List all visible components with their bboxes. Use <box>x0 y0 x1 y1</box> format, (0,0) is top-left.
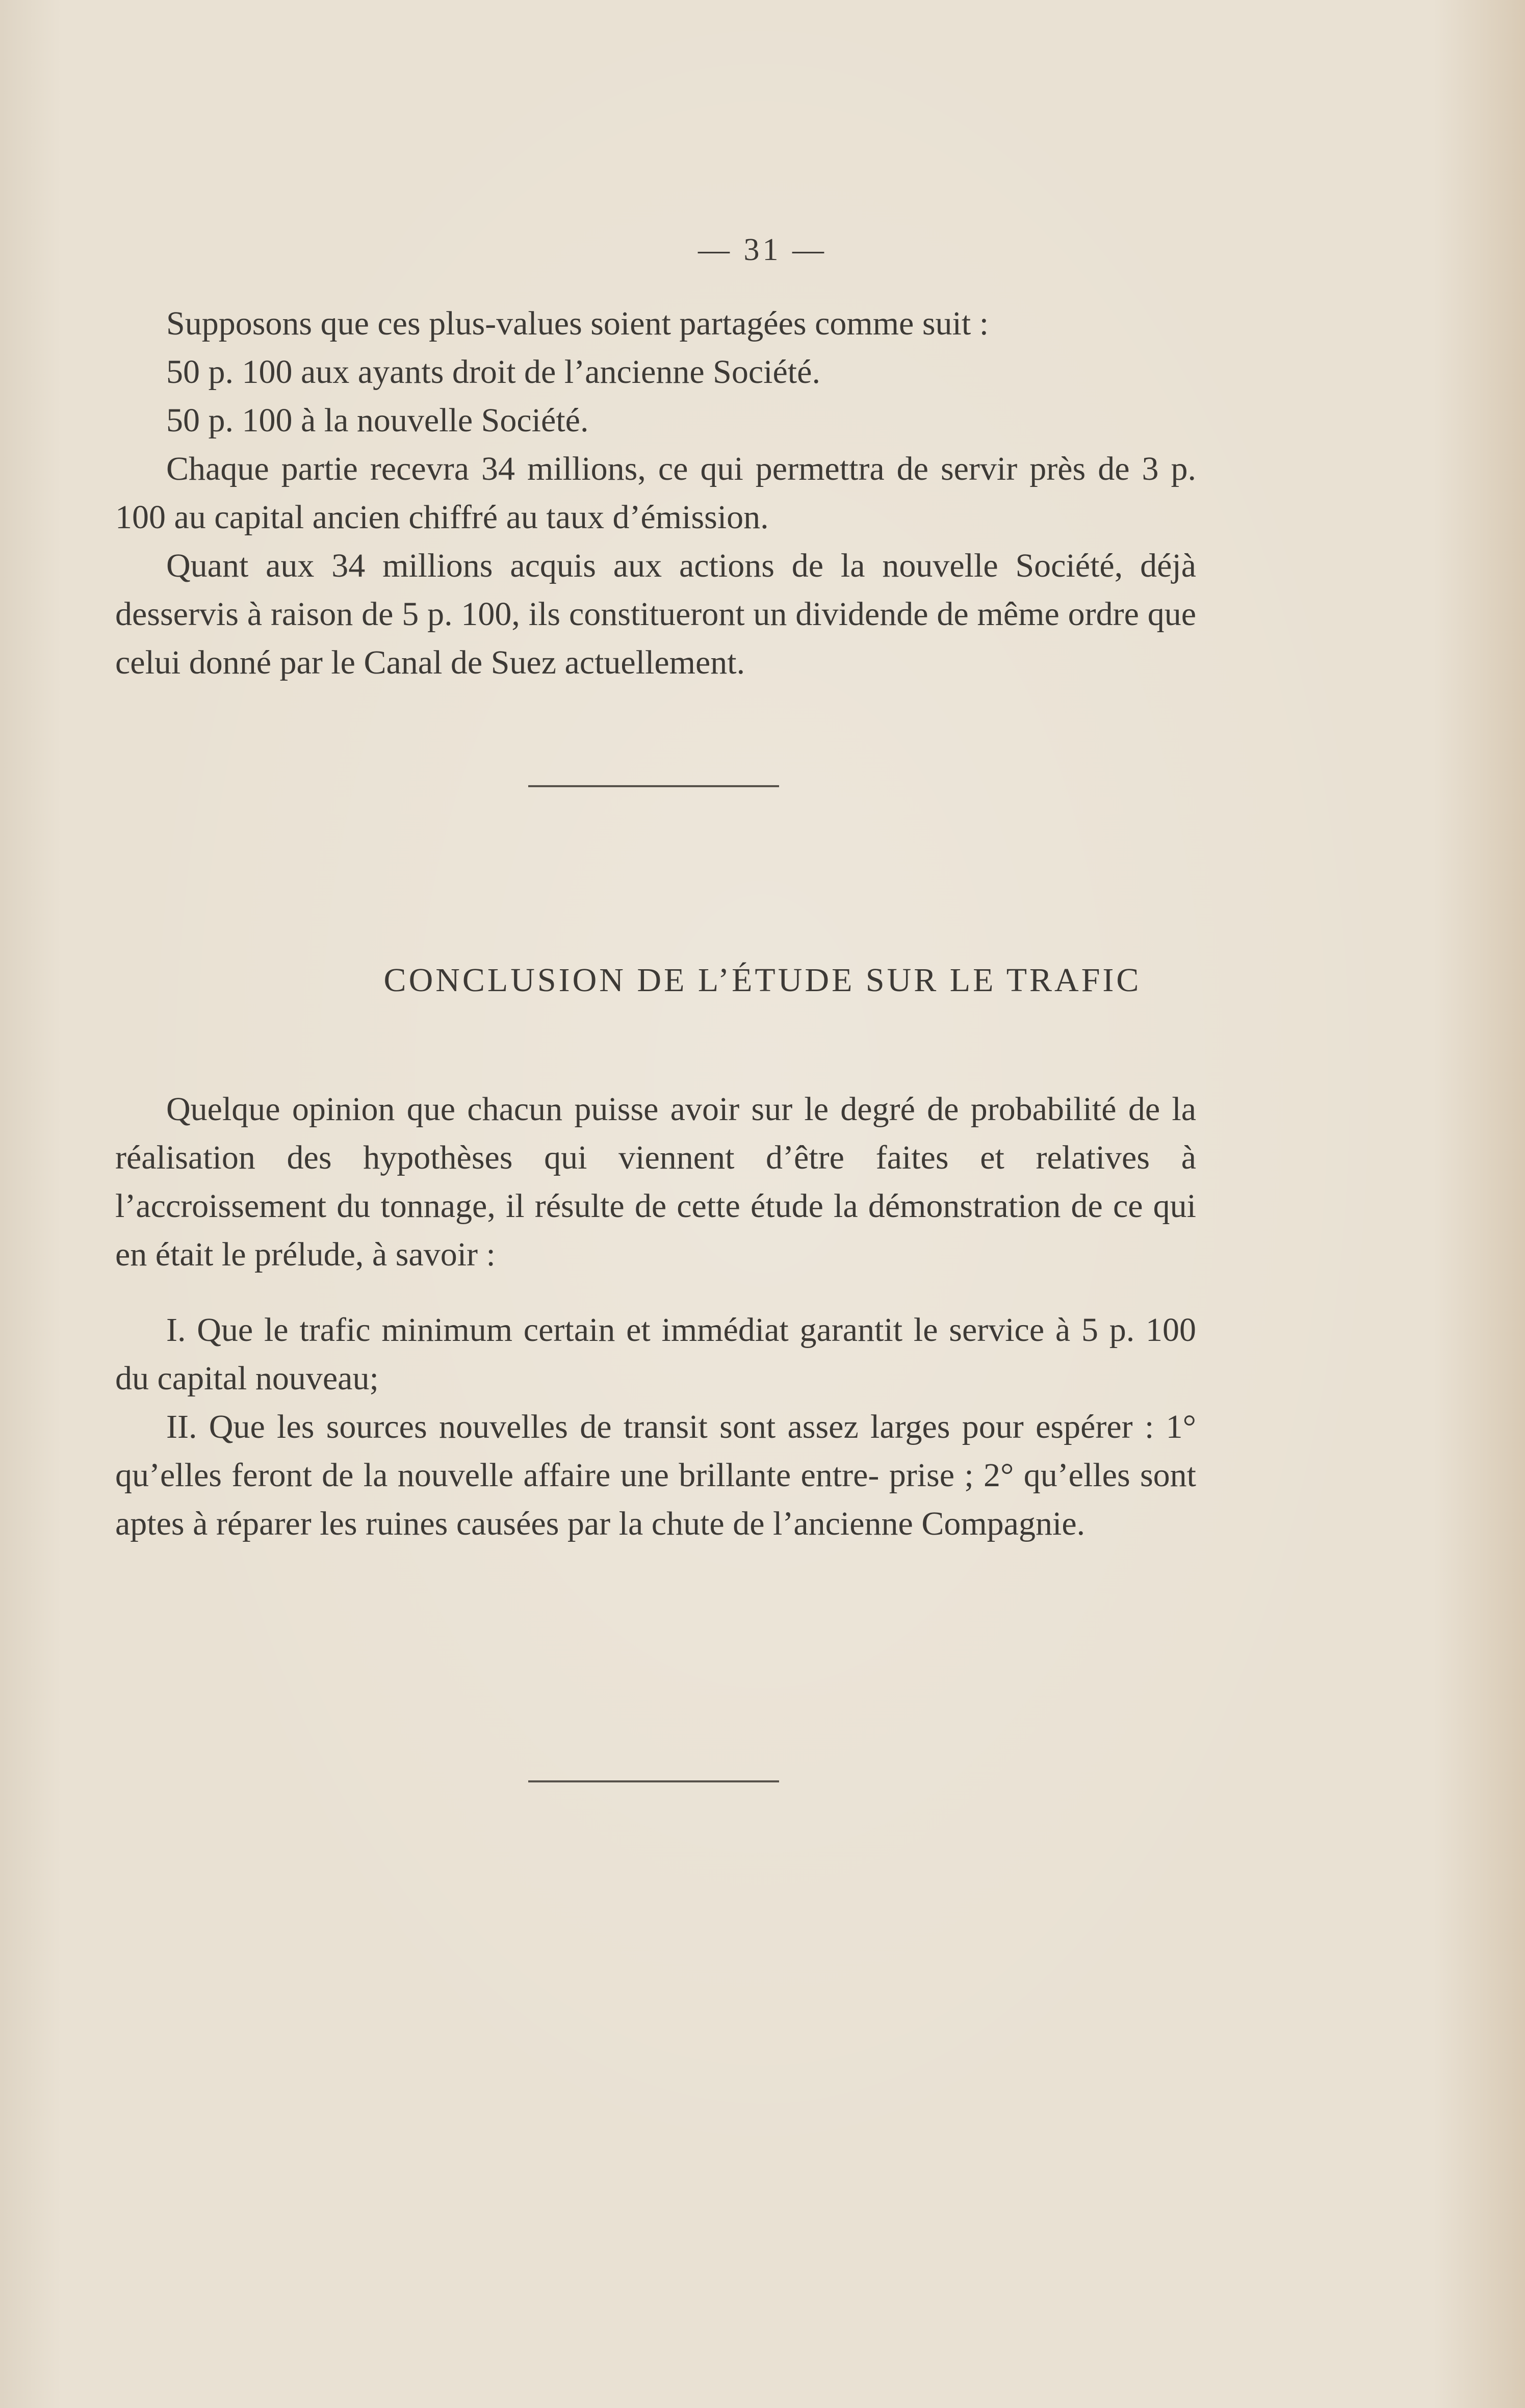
paragraph-supposons <box>115 299 1196 348</box>
text-line: ordre que celui donné par le Canal de Suez actuellement. <box>115 595 1197 681</box>
section-divider <box>528 785 779 787</box>
text-line: ce qui en était le prélude, à savoir : <box>115 1187 1196 1273</box>
text-line: Supposons que ces plus-values soient partagées comme suit : <box>166 305 989 342</box>
page-number: — 31 — <box>698 232 827 267</box>
text-line: 50 p. 100 aux ayants droit de l’ancienne Société. <box>166 353 820 391</box>
paragraph-point-two <box>115 1403 1196 1548</box>
paragraph-quelque-opinion <box>115 1085 1196 1279</box>
text-line: l’ancienne Compagnie. <box>773 1505 1085 1542</box>
text-line: de la réalisation des hypothèses qui viennent d’être faites et relatives à <box>115 1091 1196 1176</box>
text-line: desservis à raison de 5 p. 100, ils constitueront un dividende de même <box>115 595 1059 633</box>
paragraph-share-old <box>115 348 1196 396</box>
paragraph-chaque-partie <box>115 445 1196 541</box>
text-line: II. Que les sources nouvelles de transit sont assez larges pour <box>166 1408 1024 1445</box>
text-line: Quant aux 34 millions acquis aux actions de la nouvelle Société, déjà <box>166 547 1196 584</box>
text-line: prise ; 2° qu’elles sont aptes à réparer les ruines causées par la chute de <box>115 1457 1196 1542</box>
text-line: espérer : 1° qu’elles feront de la nouvelle affaire une brillante entre- <box>115 1408 1196 1494</box>
section-heading: CONCLUSION DE L’ÉTUDE SUR LE TRAFIC <box>383 962 1142 999</box>
end-divider <box>528 1780 779 1782</box>
text-line: 5 p. 100 du capital nouveau; <box>115 1311 1196 1397</box>
text-block-conclusion-points <box>115 1306 1196 1548</box>
text-line: 50 p. 100 à la nouvelle Société. <box>166 402 589 439</box>
paragraph-share-new <box>115 396 1196 445</box>
text-block-plus-values <box>115 299 1196 687</box>
text-block-conclusion-intro <box>115 1085 1196 1279</box>
paragraph-quant-aux <box>115 541 1196 687</box>
text-line: Quelque opinion que chacun puisse avoir sur le degré de probabilité <box>166 1091 1117 1128</box>
text-line: I. Que le trafic minimum certain et immédiat garantit le service à <box>166 1311 1071 1349</box>
paragraph-point-one <box>115 1306 1196 1403</box>
text-line: Chaque partie recevra 34 millions, ce qui permettra de servir près de <box>166 450 1130 487</box>
text-line: l’accroissement du tonnage, il résulte de cette étude la démonstration de <box>115 1187 1103 1225</box>
text-line: 3 p. 100 au capital ancien chiffré au taux d’émission. <box>115 450 1197 536</box>
